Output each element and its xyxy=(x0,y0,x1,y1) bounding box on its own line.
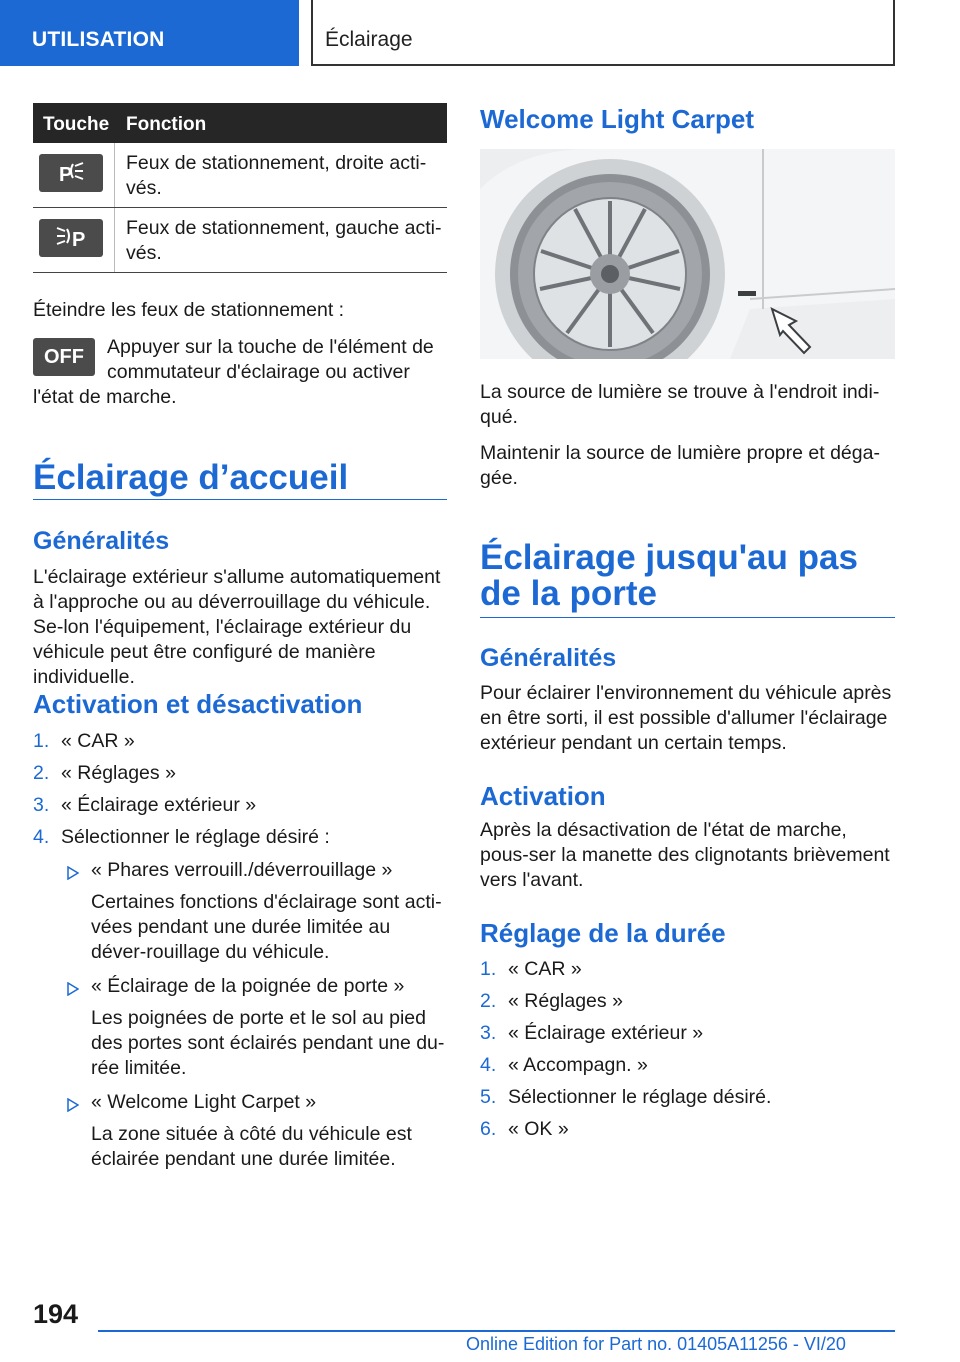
column-header-touche: Touche xyxy=(43,114,110,135)
option-description: Certaines fonctions d'éclairage sont acti-vées pendant une durée limitée au déver-rouillage du véhicule. xyxy=(91,891,442,963)
list-item xyxy=(480,957,895,982)
step-text: « Réglages » xyxy=(61,762,176,784)
heading-rule xyxy=(480,617,895,618)
heading-accueil: Éclairage d’accueil xyxy=(33,458,349,497)
table-cell-text: Feux de stationnement, droite acti-vés. xyxy=(126,152,427,199)
edition-text: Online Edition for Part no. 01405A11256 - VI/20 xyxy=(466,1334,846,1354)
off-text-line3: l'état de marche. xyxy=(33,386,177,408)
step-text: « Réglages » xyxy=(508,990,623,1012)
step-text: « CAR » xyxy=(508,958,582,980)
list-item xyxy=(33,793,447,818)
step-text: Sélectionner le réglage désiré. xyxy=(508,1086,772,1108)
off-intro: Éteindre les feux de stationnement : xyxy=(33,299,345,321)
list-item xyxy=(33,825,447,1172)
carpet-text-1: La source de lumière se trouve à l'endroit indi-qué. xyxy=(480,381,880,428)
list-item xyxy=(480,1085,895,1110)
icon-cell xyxy=(33,143,115,207)
page-title: Éclairage xyxy=(325,28,413,51)
step-text: « CAR » xyxy=(61,730,135,752)
step-number: 3. xyxy=(33,794,50,816)
list-item xyxy=(33,761,447,786)
heading-pas-porte: Éclairage jusqu'au pas de la porte xyxy=(480,538,858,613)
table-row xyxy=(33,208,447,273)
heading-generalites-2: Généralités xyxy=(480,644,617,672)
list-item xyxy=(61,858,447,965)
step-number: 1. xyxy=(33,730,50,752)
svg-text:P: P xyxy=(72,229,86,251)
option-label: « Éclairage de la poignée de porte » xyxy=(91,975,405,997)
list-item xyxy=(480,1117,895,1142)
list-item xyxy=(61,1090,447,1172)
icon-cell xyxy=(33,208,115,272)
step-number: 2. xyxy=(480,990,497,1012)
step-number: 6. xyxy=(480,1118,497,1140)
page-number: 194 xyxy=(33,1299,79,1329)
option-description: Les poignées de porte et le sol au pied des portes sont éclairés pendant une du-rée limitée. xyxy=(91,1007,445,1079)
footer-rule xyxy=(98,1330,895,1332)
heading-duree: Réglage de la durée xyxy=(480,918,726,948)
list-item xyxy=(61,974,447,1081)
option-description: La zone située à côté du véhicule est éclairée pendant une durée limitée. xyxy=(91,1123,412,1170)
table-cell-text: Feux de stationnement, gauche acti-vés. xyxy=(126,217,442,264)
heading-rule xyxy=(33,499,447,500)
step-text: Sélectionner le réglage désiré : xyxy=(61,826,330,848)
table-row xyxy=(33,143,447,208)
step-number: 4. xyxy=(480,1054,497,1076)
car-wheel-illustration xyxy=(480,149,895,359)
off-button-label: OFF xyxy=(44,346,84,368)
activation-text: Après la désactivation de l'état de marche, pous-ser la manette des clignotants brièvement vers l'avant. xyxy=(480,819,890,891)
heading-activation-2: Activation xyxy=(480,781,606,811)
duree-steps-list xyxy=(480,957,895,1149)
function-table xyxy=(33,103,447,273)
step-text: « Éclairage extérieur » xyxy=(508,1022,704,1044)
carpet-text-2: Maintenir la source de lumière propre et déga-gée. xyxy=(480,442,880,489)
triangle-bullet-icon xyxy=(67,862,79,887)
parking-light-right-icon xyxy=(39,154,103,192)
pas-porte-generalites-text: Pour éclairer l'environnement du véhicule après en être sorti, il est possible d'allumer l'éclairage extérieur pendant un certain temps. xyxy=(480,682,892,754)
off-text-line1: Appuyer sur la touche de l'élément de xyxy=(107,336,434,358)
column-header-fonction: Fonction xyxy=(126,114,207,135)
step-text: « OK » xyxy=(508,1118,569,1140)
section-tab xyxy=(0,0,299,66)
option-label: « Welcome Light Carpet » xyxy=(91,1091,317,1113)
heading-activation: Activation et désactivation xyxy=(33,689,363,719)
page-header xyxy=(311,0,895,66)
triangle-bullet-icon xyxy=(67,1094,79,1119)
table-header xyxy=(33,103,447,143)
step-number: 1. xyxy=(480,958,497,980)
step-number: 4. xyxy=(33,826,50,848)
section-label: UTILISATION xyxy=(32,28,165,51)
off-text-line2: commutateur d'éclairage ou activer xyxy=(107,361,410,383)
list-item xyxy=(480,989,895,1014)
list-item xyxy=(480,1021,895,1046)
option-label: « Phares verrouill./déverrouillage » xyxy=(91,859,393,881)
list-item xyxy=(33,729,447,754)
step-number: 3. xyxy=(480,1022,497,1044)
step-number: 5. xyxy=(480,1086,497,1108)
generalites-text: L'éclairage extérieur s'allume automatiquement à l'approche ou au déverrouillage du véhicule. Se-lon l'équipement, l'éclairage extérieur du véhicule peut être configuré de manière individuelle. xyxy=(33,566,441,688)
heading-generalites: Généralités xyxy=(33,527,170,555)
step-text: « Éclairage extérieur » xyxy=(61,794,257,816)
steps-list xyxy=(33,729,447,1181)
triangle-bullet-icon xyxy=(67,978,79,1003)
off-button-icon xyxy=(33,338,95,376)
svg-text:P: P xyxy=(59,164,73,186)
step-number: 2. xyxy=(33,762,50,784)
parking-light-left-icon xyxy=(39,219,103,257)
heading-welcome-carpet: Welcome Light Carpet xyxy=(480,104,755,134)
step-text: « Accompagn. » xyxy=(508,1054,648,1076)
options-list xyxy=(61,858,447,1172)
list-item xyxy=(480,1053,895,1078)
